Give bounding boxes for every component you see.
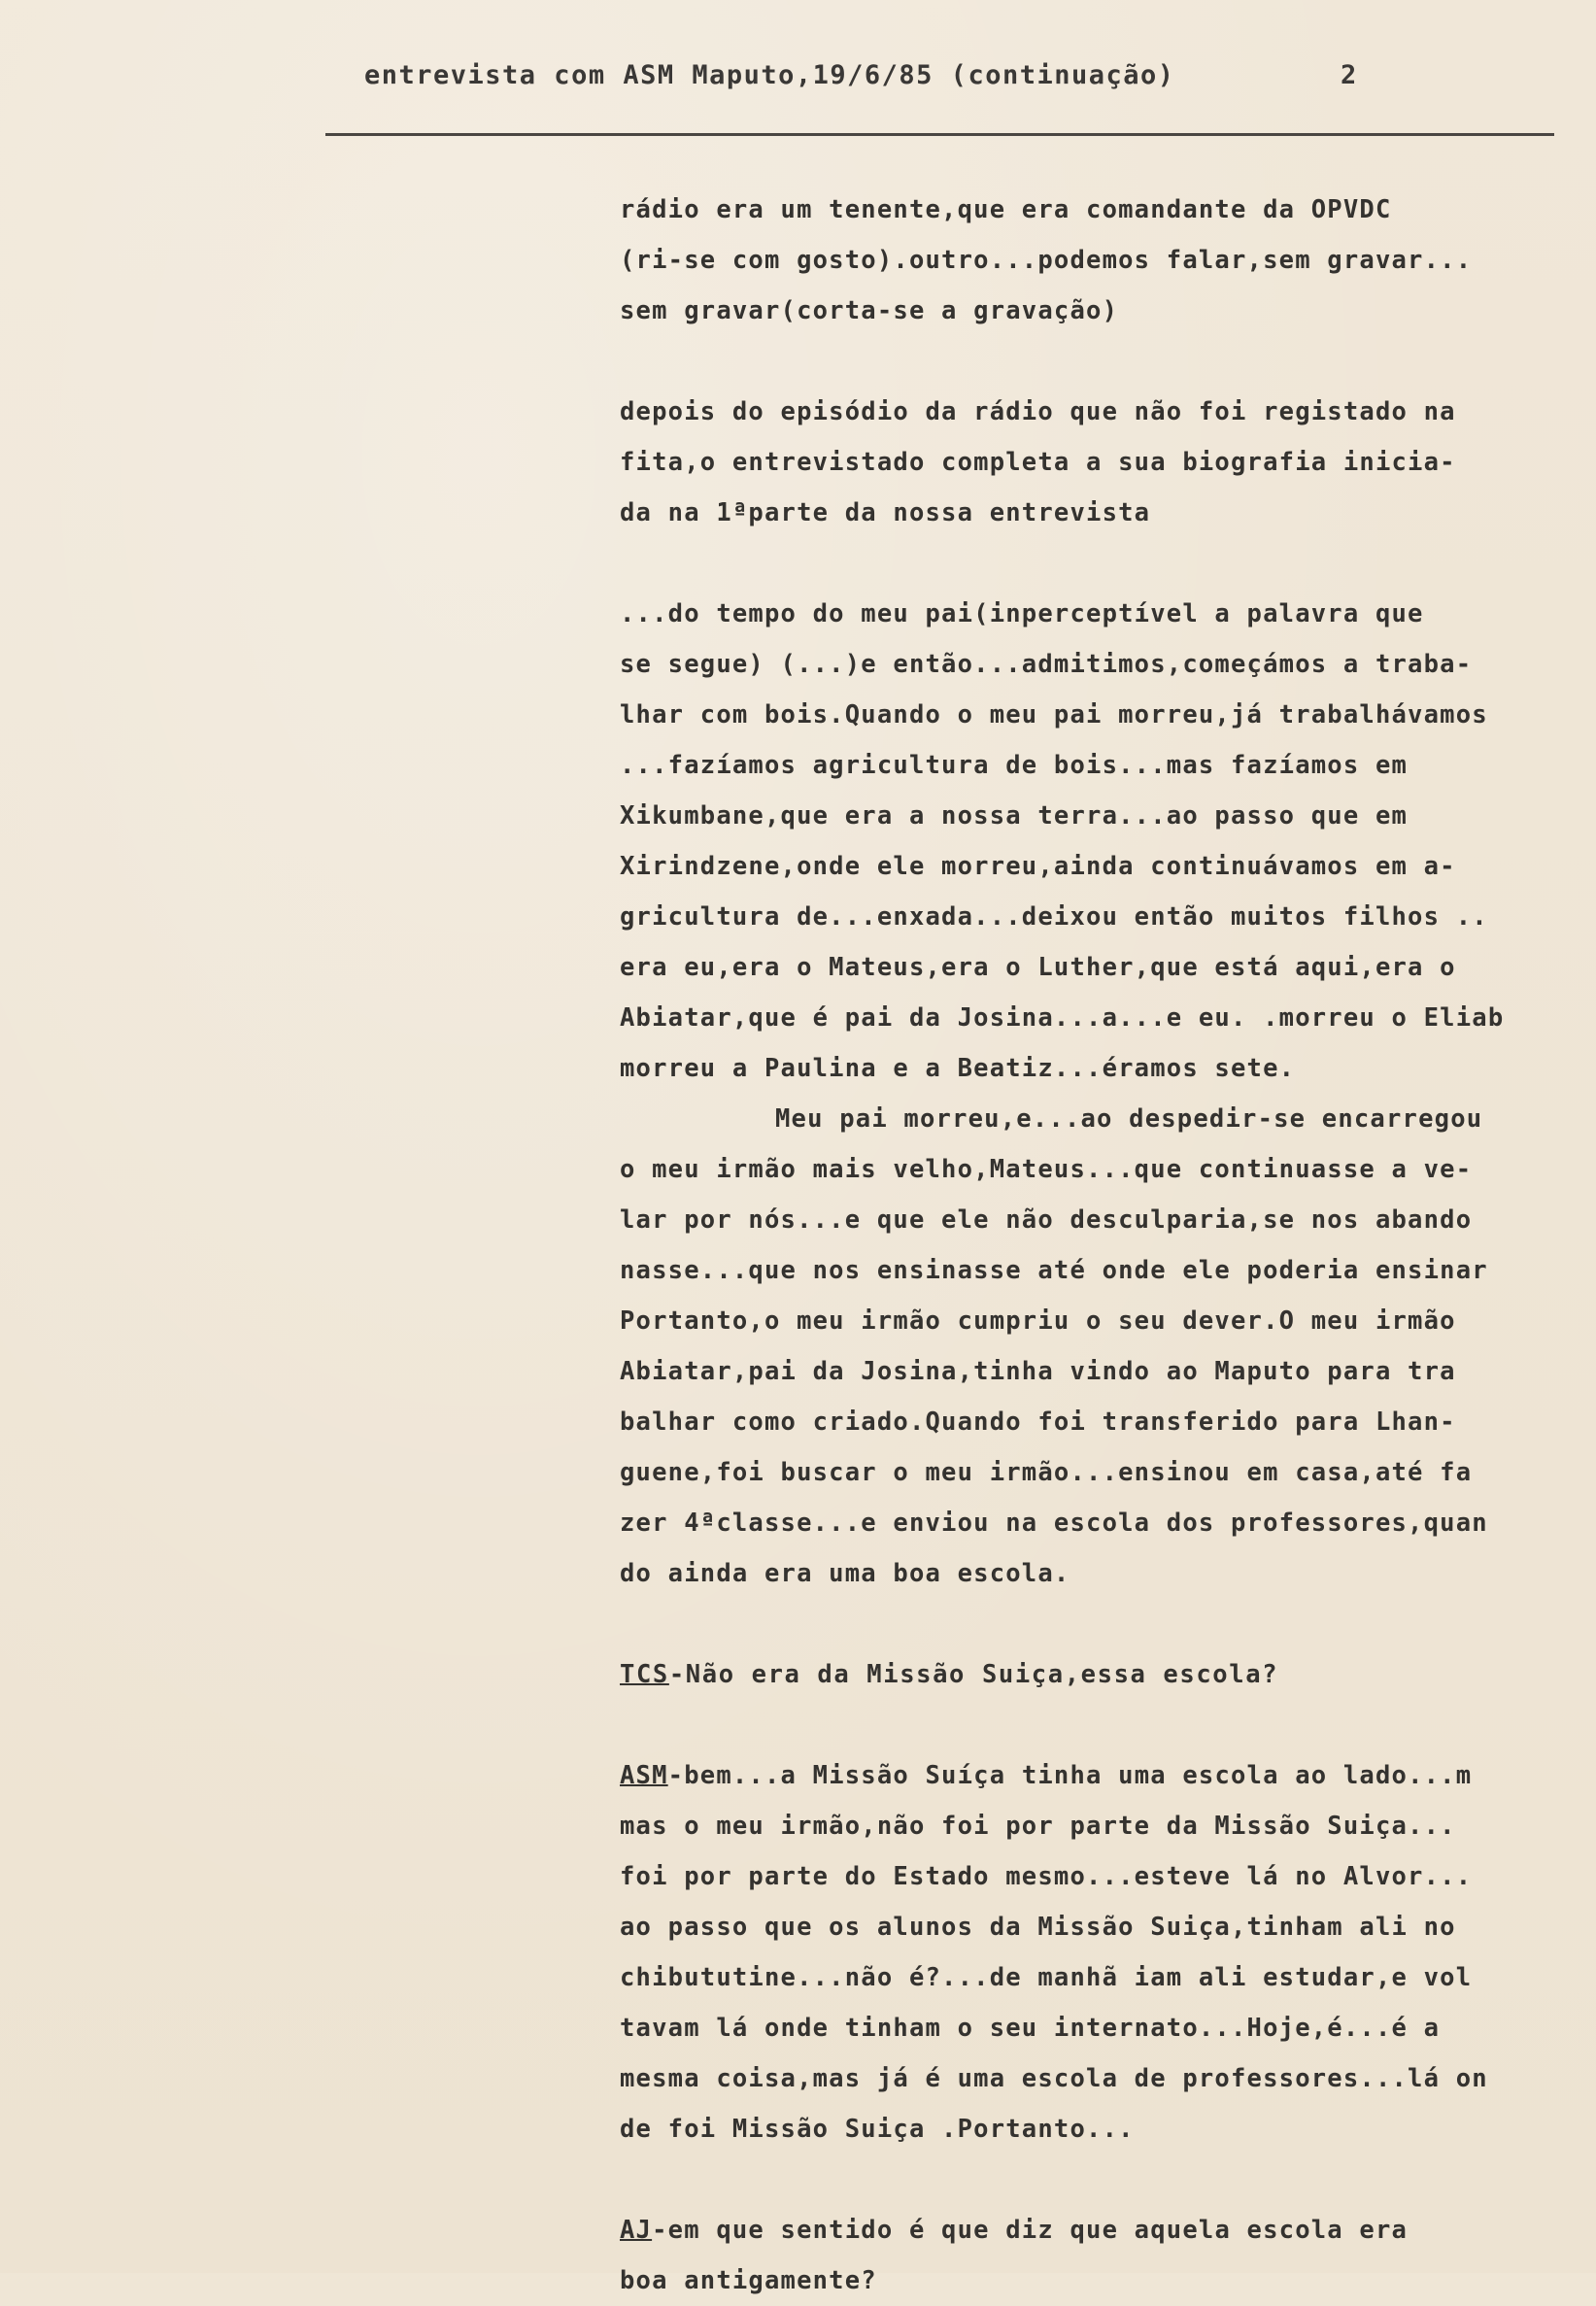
transcript-body xyxy=(620,185,1577,2306)
text-line: Meu pai morreu,e...ao despedir-se encarregou xyxy=(775,1104,1483,1134)
exchange-asm xyxy=(620,1750,1577,1801)
text-line: tavam lá onde tinham o seu internato...Hoje,é...é a xyxy=(620,2014,1441,2043)
text-line: fita,o entrevistado completa a sua biografia inicia- xyxy=(620,448,1456,477)
text-line: (ri-se com gosto).outro...podemos falar,sem gravar... xyxy=(620,246,1473,275)
text-line: rádio era um tenente,que era comandante da OPVDC xyxy=(620,195,1392,224)
text-line: da na 1ªparte da nossa entrevista xyxy=(620,498,1151,527)
text-line: do ainda era uma boa escola. xyxy=(620,1559,1070,1588)
text-line: sem gravar(corta-se a gravação) xyxy=(620,296,1119,325)
exchange-aj xyxy=(620,2205,1577,2255)
text-line: boa antigamente? xyxy=(620,2266,877,2295)
text-line: gricultura de...enxada...deixou então muitos filhos .. xyxy=(620,902,1488,932)
text-line: morreu a Paulina e a Beatiz...éramos sete. xyxy=(620,1054,1296,1083)
text-line: Abiatar,pai da Josina,tinha vindo ao Maputo para tra xyxy=(620,1357,1456,1386)
text-line: ao passo que os alunos da Missão Suiça,tinham ali no xyxy=(620,1913,1456,1942)
text-line: -em que sentido é que diz que aquela escola era xyxy=(652,2216,1409,2245)
text-line: guene,foi buscar o meu irmão...ensinou em casa,até fa xyxy=(620,1458,1473,1487)
text-line: o meu irmão mais velho,Mateus...que continuasse a ve- xyxy=(620,1155,1473,1184)
text-line: nasse...que nos ensinasse até onde ele poderia ensinar xyxy=(620,1256,1488,1285)
speaker-label: TCS xyxy=(620,1660,669,1689)
speaker-label: ASM xyxy=(620,1761,668,1790)
speaker-label: AJ xyxy=(620,2216,653,2245)
page-number: 2 xyxy=(1341,60,1357,90)
text-line: -bem...a Missão Suíça tinha uma escola ao lado...m xyxy=(667,1761,1473,1790)
text-line: depois do episódio da rádio que não foi registado na xyxy=(620,397,1456,426)
text-line: ...fazíamos agricultura de bois...mas fazíamos em xyxy=(620,751,1409,780)
text-line: mesma coisa,mas já é uma escola de professores...lá on xyxy=(620,2064,1488,2093)
text-line: Abiatar,que é pai da Josina...a...e eu. .morreu o Eliab xyxy=(620,1003,1505,1033)
text-line: mas o meu irmão,não foi por parte da Missão Suiça... xyxy=(620,1812,1456,1841)
text-line: balhar como criado.Quando foi transferido para Lhan- xyxy=(620,1407,1456,1437)
text-line: foi por parte do Estado mesmo...esteve lá no Alvor... xyxy=(620,1862,1473,1891)
text-line: lar por nós...e que ele não desculparia,se nos abando xyxy=(620,1205,1473,1235)
text-line: chibututine...não é?...de manhã iam ali estudar,e vol xyxy=(620,1963,1473,1992)
text-line: zer 4ªclasse...e enviou na escola dos professores,quan xyxy=(620,1509,1488,1538)
exchange-tcs xyxy=(620,1649,1577,1700)
text-line: era eu,era o Mateus,era o Luther,que está aqui,era o xyxy=(620,953,1456,982)
text-line: Xirindzene,onde ele morreu,ainda continuávamos em a- xyxy=(620,852,1456,881)
text-line: ...do tempo do meu pai(inperceptível a palavra que xyxy=(620,599,1424,628)
text-line: -Não era da Missão Suiça,essa escola? xyxy=(668,1660,1279,1689)
text-line: lhar com bois.Quando o meu pai morreu,já trabalhávamos xyxy=(620,700,1488,729)
header-rule xyxy=(325,133,1554,136)
text-line: se segue) (...)e então...admitimos,começámos a traba- xyxy=(620,650,1473,679)
text-line: Xikumbane,que era a nossa terra...ao passo que em xyxy=(620,801,1409,831)
text-line: de foi Missão Suiça .Portanto... xyxy=(620,2115,1135,2144)
text-line: Portanto,o meu irmão cumpriu o seu dever.O meu irmão xyxy=(620,1306,1456,1336)
page-header-title: entrevista com ASM Maputo,19/6/85 (continuação) xyxy=(364,60,1175,90)
